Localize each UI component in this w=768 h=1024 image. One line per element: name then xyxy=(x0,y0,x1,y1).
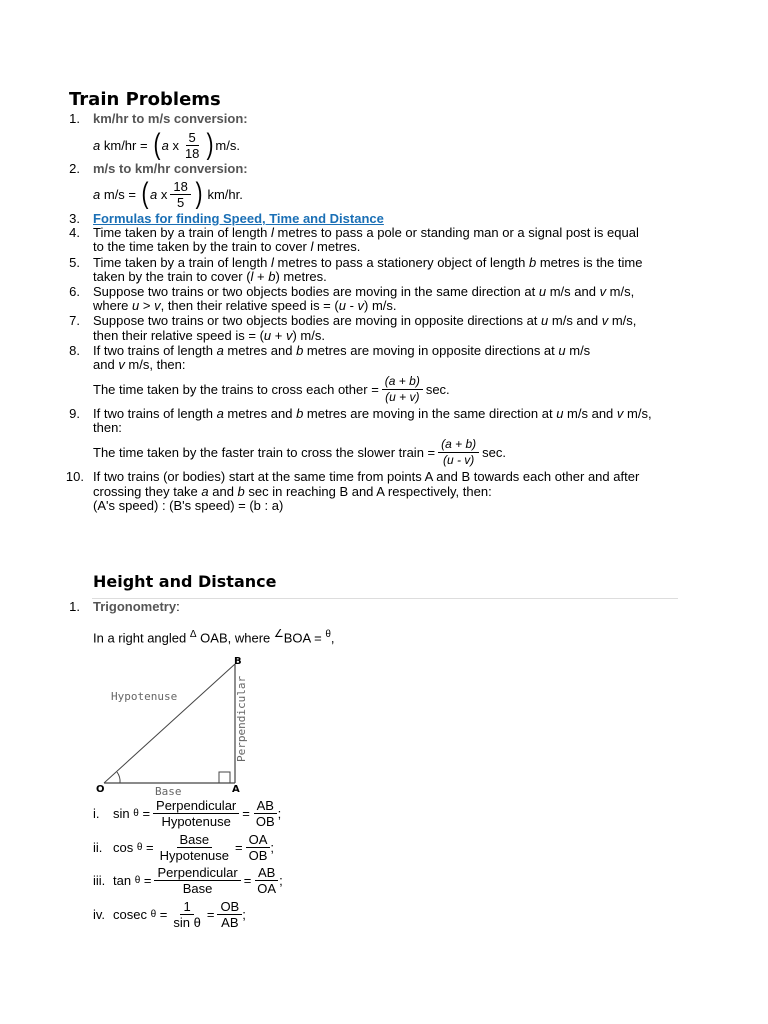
item-number: 10. xyxy=(65,469,84,484)
trig-formula-row: i. sin θ = $\frac{\text{Perpendicular}}{\text{Hypotenuse}}$ = $\frac{AB}{OB}$ ; xyxy=(93,797,282,829)
item-text: Time taken by a train of length l metres to pass a stationery object of length b metres is the time xyxy=(93,255,643,270)
item-text: then their relative speed is = (u + v) m/s. xyxy=(93,328,325,343)
item-heading: m/s to km/hr conversion: xyxy=(93,161,248,176)
item-text: If two trains of length a metres and b metres are moving in opposite directions at u m/s xyxy=(93,343,591,358)
right-angle-marker xyxy=(219,772,230,783)
trig-formula-row: iv. cosec θ = $\frac{1}{\text{sin θ}}$ = $\frac{OB}{AB}$ ; xyxy=(93,898,246,930)
item-number: 1. xyxy=(69,111,80,126)
item-text: and v m/s, then: xyxy=(93,357,186,372)
item-number: 5. xyxy=(69,255,80,270)
speed-time-distance-link[interactable]: Formulas for finding Speed, Time and Distance xyxy=(93,211,384,226)
vertex-b-label: B xyxy=(234,656,242,667)
trig-formula-row: iii. tan θ = $\frac{\text{Perpendicular}}{\text{Base}}$ = $\frac{AB}{OA}$ ; xyxy=(93,864,283,896)
item-text: taken by the train to cover (l + b) metres. xyxy=(93,269,327,284)
formula-opposite-direction: The time taken by the trains to cross each other = $\frac{(a + b)}{(u + v)}$ sec. xyxy=(93,373,450,404)
section-title-train: Train Problems xyxy=(69,89,221,110)
item-text: (A's speed) : (B's speed) = (b : a) xyxy=(93,498,284,513)
item-number: 9. xyxy=(69,406,80,421)
formula-kmhr-to-ms: a km/hr = ( a x $\frac{5}{18}$ ) m/s. xyxy=(93,128,240,161)
item-number: 4. xyxy=(69,225,80,240)
item-text: If two trains of length a metres and b metres are moving in the same direction at u m/s and v m/s, xyxy=(93,406,652,421)
item-number: 7. xyxy=(69,313,80,328)
hypotenuse-line xyxy=(104,664,235,783)
vertex-o-label: O xyxy=(96,784,105,795)
formula-same-direction: The time taken by the faster train to cross the slower train = $\frac{(a + b)}{(u - v)}$ sec. xyxy=(93,436,506,467)
item-number: 3. xyxy=(69,211,80,226)
vertex-a-label: A xyxy=(232,784,240,795)
item-text: Suppose two trains or two objects bodies are moving in the same direction at u m/s and v m/s, xyxy=(93,284,635,299)
item-text: then: xyxy=(93,420,122,435)
angle-arc xyxy=(117,772,120,783)
item-text: If two trains (or bodies) start at the same time from points A and B towards each other and after xyxy=(93,469,640,484)
perpendicular-label: Perpendicular xyxy=(235,675,248,762)
triangle-symbol-icon: Δ xyxy=(189,629,197,640)
item-text: Time taken by a train of length l metres to pass a pole or standing man or a signal post is equal xyxy=(93,225,639,240)
item-number: 6. xyxy=(69,284,80,299)
item-text: crossing they take a and b sec in reaching B and A respectively, then: xyxy=(93,484,492,499)
item-number: 2. xyxy=(69,161,80,176)
angle-symbol-icon: ∠ xyxy=(273,628,284,640)
item-number: 8. xyxy=(69,343,80,358)
item-heading: km/hr to m/s conversion: xyxy=(93,111,248,126)
divider xyxy=(92,598,678,599)
item-number: 1. xyxy=(69,599,80,614)
triangle-intro: In a right angled $^\Delta$ OAB, where ∠BOA = $^\theta$, xyxy=(93,628,335,646)
item-heading: Trigonometry: xyxy=(93,599,180,614)
section-title-height: Height and Distance xyxy=(93,572,277,591)
item-text: to the time taken by the train to cover l metres. xyxy=(93,239,361,254)
formula-ms-to-kmhr: a m/s = ( a x $\frac{18}{5}$ ) km/hr. xyxy=(93,177,243,210)
item-text: where u > v, then their relative speed is = (u - v) m/s. xyxy=(93,298,397,313)
item-text: Suppose two trains or two objects bodies are moving in opposite directions at u m/s and v m/s, xyxy=(93,313,637,328)
base-label: Base xyxy=(155,785,182,798)
hypotenuse-label: Hypotenuse xyxy=(111,690,178,703)
right-triangle-diagram xyxy=(92,650,262,800)
trig-formula-row: ii. cos θ = $\frac{\text{Base}}{\text{Hypotenuse}}$ = $\frac{OA}{OB}$ ; xyxy=(93,831,275,863)
